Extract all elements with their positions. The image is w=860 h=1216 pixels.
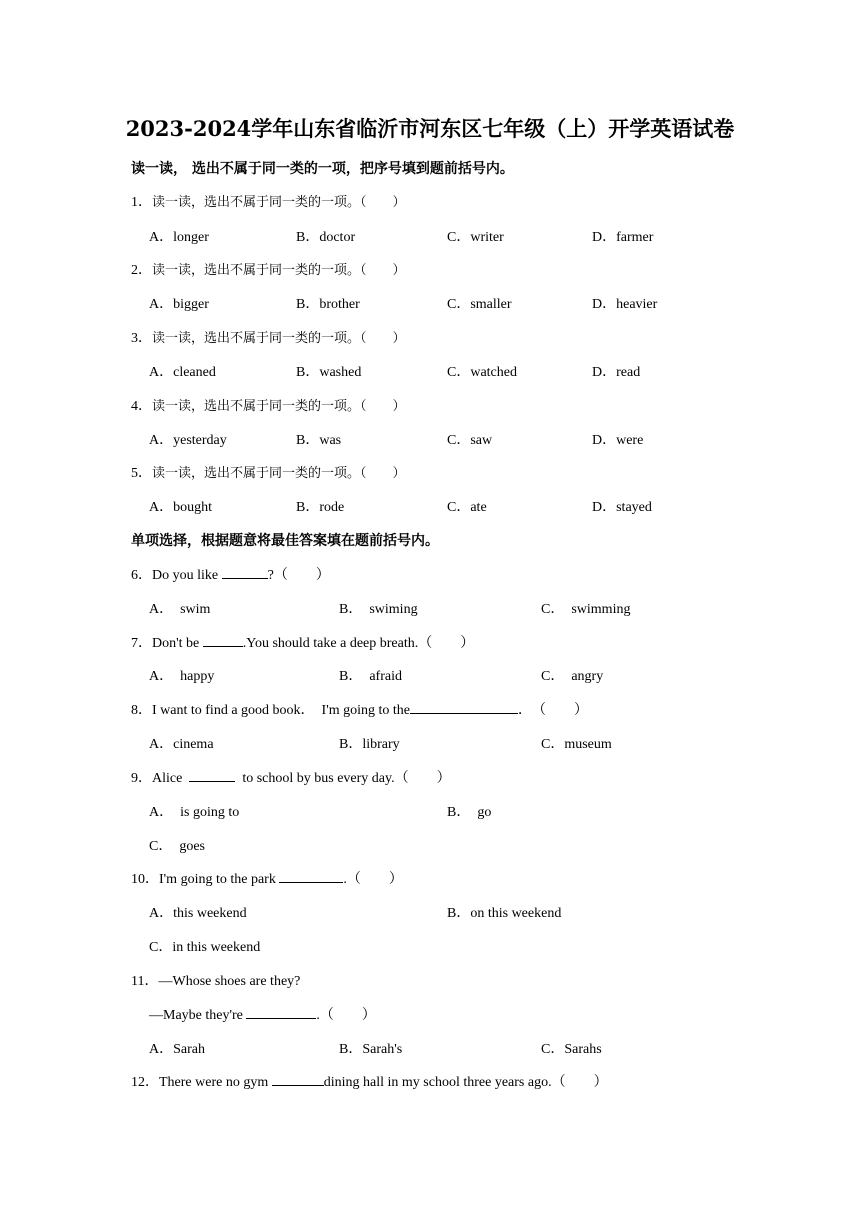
question-8 bbox=[131, 699, 588, 719]
option-b: B．washed bbox=[296, 365, 362, 380]
question-stem-post: .（ ） bbox=[316, 1008, 376, 1023]
question-number: 6． bbox=[131, 568, 152, 583]
answer-blank bbox=[272, 1073, 324, 1086]
page-title: 2023-2024学年山东省临沂市河东区七年级（上）开学英语试卷 bbox=[125, 116, 735, 141]
option-d: D．farmer bbox=[592, 230, 654, 245]
question-number: 12． bbox=[131, 1075, 159, 1090]
question-stem: 读一读，选出不属于同一类的一项。（ ） bbox=[152, 399, 406, 414]
option-c: C． goes bbox=[149, 839, 205, 854]
option-a: A． is going to bbox=[149, 805, 240, 820]
option-a: A．this weekend bbox=[149, 906, 247, 921]
question-stem: —Whose shoes are they? bbox=[158, 974, 301, 989]
option-a: A．Sarah bbox=[149, 1042, 205, 1057]
section-heading-2: 单项选择，根据题意将最佳答案填在题前括号内。 bbox=[131, 533, 439, 549]
option-b: B． go bbox=[447, 805, 492, 820]
answer-blank bbox=[189, 769, 235, 782]
question-stem: 读一读，选出不属于同一类的一项。（ ） bbox=[152, 263, 406, 278]
option-c: C．ate bbox=[447, 500, 487, 515]
question-stem-pre: —Maybe they're bbox=[149, 1008, 243, 1023]
question-5 bbox=[131, 462, 406, 482]
question-stem-pre: I want to find a good book． I'm going to the bbox=[152, 703, 410, 718]
option-d: D．heavier bbox=[592, 297, 658, 312]
question-stem-post: to school by bus every day.（ ） bbox=[242, 771, 451, 786]
answer-blank bbox=[222, 566, 268, 579]
question-stem-post: dining hall in my school three years ago.（ ） bbox=[323, 1075, 608, 1090]
option-b: B．was bbox=[296, 433, 342, 448]
option-d: D．stayed bbox=[592, 500, 652, 515]
answer-blank bbox=[279, 870, 343, 883]
option-c: C．in this weekend bbox=[149, 940, 261, 955]
option-c: C．museum bbox=[541, 737, 612, 752]
question-stem-post: .（ ） bbox=[343, 872, 403, 887]
question-stem-post: ． （ ） bbox=[518, 703, 588, 718]
question-stem-pre: Don't be bbox=[152, 636, 200, 651]
question-stem: 读一读，选出不属于同一类的一项。（ ） bbox=[152, 195, 406, 210]
question-number: 11． bbox=[131, 974, 159, 989]
option-c: C． swimming bbox=[541, 602, 631, 617]
option-c: C． angry bbox=[541, 669, 604, 684]
question-2 bbox=[131, 259, 406, 279]
question-1 bbox=[131, 191, 406, 211]
question-number: 1． bbox=[131, 195, 152, 210]
question-number: 7． bbox=[131, 636, 152, 651]
option-a: A． happy bbox=[149, 669, 215, 684]
option-d: D．were bbox=[592, 433, 644, 448]
option-c: C．smaller bbox=[447, 297, 512, 312]
question-11 bbox=[131, 970, 300, 990]
option-b: B．on this weekend bbox=[447, 906, 562, 921]
option-c: C．watched bbox=[447, 365, 517, 380]
question-number: 3． bbox=[131, 331, 152, 346]
option-b: B． swiming bbox=[339, 602, 418, 617]
question-stem: 读一读，选出不属于同一类的一项。（ ） bbox=[152, 466, 406, 481]
question-6 bbox=[131, 564, 330, 584]
option-c: C．Sarahs bbox=[541, 1042, 602, 1057]
question-number: 10． bbox=[131, 872, 159, 887]
question-3 bbox=[131, 327, 406, 347]
question-stem-pre: I'm going to the park bbox=[159, 872, 276, 887]
question-number: 8． bbox=[131, 703, 152, 718]
question-number: 4． bbox=[131, 399, 152, 414]
question-7 bbox=[131, 632, 474, 652]
option-b: B．rode bbox=[296, 500, 345, 515]
question-4 bbox=[131, 395, 406, 415]
question-9 bbox=[131, 767, 451, 787]
option-a: A．yesterday bbox=[149, 433, 227, 448]
question-10 bbox=[131, 868, 403, 888]
question-number: 2． bbox=[131, 263, 152, 278]
option-d: D．read bbox=[592, 365, 641, 380]
option-b: B．doctor bbox=[296, 230, 356, 245]
question-stem-pre: Do you like bbox=[152, 568, 219, 583]
option-c: C．writer bbox=[447, 230, 504, 245]
option-b: B．brother bbox=[296, 297, 360, 312]
option-a: A．bought bbox=[149, 500, 212, 515]
question-stem-pre: There were no gym bbox=[159, 1075, 269, 1090]
answer-blank bbox=[203, 634, 243, 647]
question-11-line-2 bbox=[149, 1004, 376, 1024]
option-c: C．saw bbox=[447, 433, 493, 448]
answer-blank bbox=[410, 701, 518, 714]
option-a: A．cinema bbox=[149, 737, 214, 752]
question-stem-post: ?（ ） bbox=[267, 568, 330, 583]
option-b: B．library bbox=[339, 737, 400, 752]
question-number: 5． bbox=[131, 466, 152, 481]
option-a: A．cleaned bbox=[149, 365, 216, 380]
question-stem-post: .You should take a deep breath.（ ） bbox=[242, 636, 475, 651]
answer-blank bbox=[246, 1006, 316, 1019]
question-stem-pre: Alice bbox=[152, 771, 183, 786]
option-a: A．longer bbox=[149, 230, 209, 245]
question-number: 9． bbox=[131, 771, 152, 786]
option-b: B．Sarah's bbox=[339, 1042, 403, 1057]
section-heading-1: 读一读， 选出不属于同一类的一项，把序号填到题前括号内。 bbox=[131, 161, 514, 177]
question-12 bbox=[131, 1071, 608, 1091]
question-stem: 读一读，选出不属于同一类的一项。（ ） bbox=[152, 331, 406, 346]
option-a: A． swim bbox=[149, 602, 211, 617]
option-a: A．bigger bbox=[149, 297, 209, 312]
option-b: B． afraid bbox=[339, 669, 402, 684]
